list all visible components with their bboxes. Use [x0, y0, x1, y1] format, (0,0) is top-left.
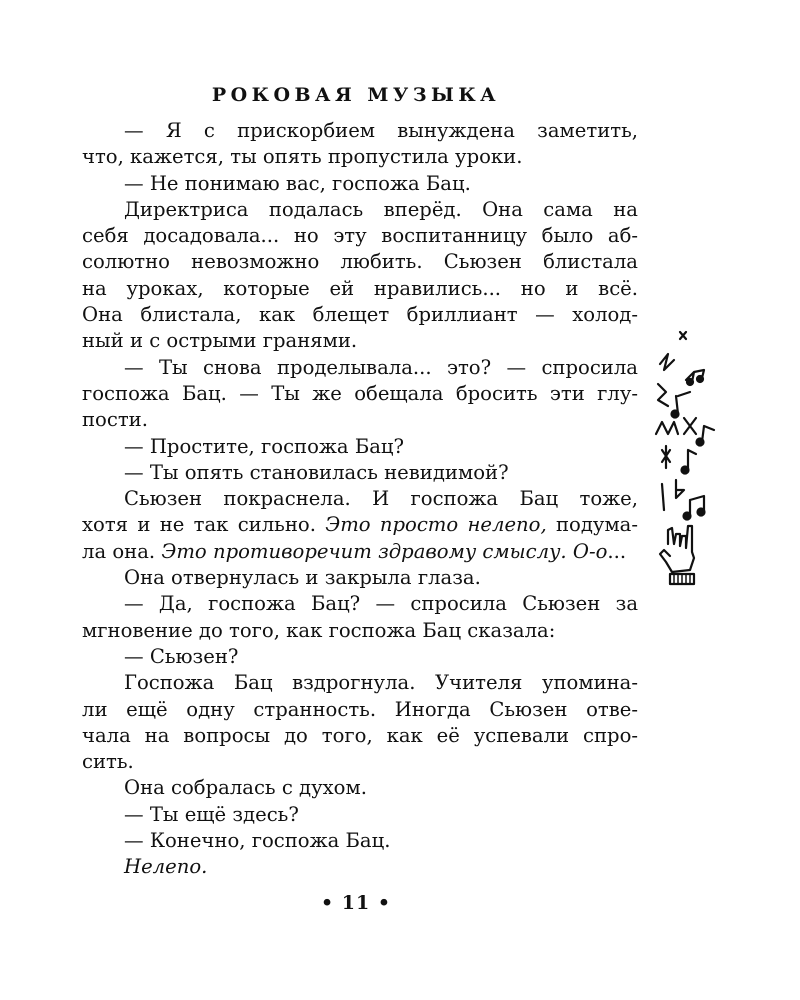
- text-line: — Не понимаю вас, госпожа Бац.: [124, 171, 471, 195]
- body-text: [82, 118, 638, 881]
- text-line: Она отвернулась и закрыла глаза.: [124, 566, 481, 590]
- rune-doodle: [662, 446, 670, 468]
- text-line: — Ты ещё здесь?: [124, 802, 299, 826]
- text-segment: ...: [607, 539, 627, 563]
- rune-doodle: [676, 480, 684, 498]
- text-segment: подума-: [546, 513, 638, 537]
- note-head: [682, 467, 689, 474]
- text-line: — Ты снова проделывала... это? — спросила: [124, 355, 638, 379]
- text-line: ли ещё одну странность. Иногда Сьюзен отве-: [82, 697, 638, 721]
- text-line: пости.: [82, 408, 148, 432]
- italic-text-segment: Это противоречит здравому смыслу. О-о: [161, 539, 608, 563]
- text-line: сить.: [82, 750, 134, 774]
- x-mark-doodle: [680, 332, 686, 339]
- text-line: Директриса подалась вперёд. Она сама на: [124, 197, 638, 221]
- text-line: ный и с острыми гранями.: [82, 329, 358, 353]
- text-line: — Да, госпожа Бац? — спросила Сьюзен за: [124, 592, 638, 616]
- text-line: Сьюзен покраснела. И госпожа Бац тоже,: [124, 487, 638, 511]
- text-line: чала на вопросы до того, как её успевали спро-: [82, 723, 638, 747]
- zigzag-doodle: [658, 384, 668, 406]
- text-line: Госпожа Бац вздрогнула. Учителя упомина-: [124, 671, 638, 695]
- text-line: что, кажется, ты опять пропустила уроки.: [82, 145, 523, 169]
- note-head: [697, 376, 703, 382]
- italic-text-segment: Это просто нелепо,: [325, 513, 547, 537]
- note-head: [687, 379, 693, 385]
- page-number: • 11 •: [321, 892, 391, 914]
- note-head: [698, 509, 705, 516]
- text-line: мгновение до того, как госпожа Бац сказала:: [82, 618, 556, 642]
- text-line: — Простите, госпожа Бац?: [124, 434, 405, 458]
- x-mark-doodle: [684, 418, 696, 434]
- music-notes-margin-doodle: [650, 322, 730, 602]
- zigzag-doodle: [656, 422, 678, 434]
- text-line: Она собралась с духом.: [124, 776, 367, 800]
- text-line: — Ты опять становилась невидимой?: [124, 460, 509, 484]
- text-line: Она блистала, как блещет бриллиант — холод-: [82, 303, 638, 327]
- text-line: — Конечно, госпожа Бац.: [124, 829, 391, 853]
- text-line: — Я с прискорбием вынуждена заметить,: [124, 119, 638, 142]
- text-segment: ла она.: [82, 539, 162, 563]
- rune-doodle: [660, 354, 674, 370]
- music-note-doodle: [688, 450, 696, 470]
- text-line: солютно невозможно любить. Сьюзен блистала: [82, 250, 638, 274]
- text-line: — Сьюзен?: [124, 644, 239, 668]
- text-line: [82, 539, 638, 565]
- text-line: себя досадовала... но эту воспитанницу было аб-: [82, 224, 638, 248]
- note-head: [672, 411, 679, 418]
- note-head: [684, 513, 691, 520]
- text-line: [82, 854, 638, 880]
- running-header: РОКОВАЯ МУЗЫКА: [211, 84, 501, 106]
- text-line: на уроках, которые ей нравились... но и всё.: [82, 276, 638, 300]
- note-head: [697, 439, 704, 446]
- text-line: госпожа Бац. — Ты же обещала бросить эти глу-: [82, 381, 638, 405]
- text-line: [82, 512, 638, 538]
- italic-text-segment: Нелепо.: [124, 855, 208, 879]
- text-segment: хотя и не так сильно.: [82, 513, 326, 537]
- line-doodle: [662, 484, 664, 510]
- rock-hand-doodle: [660, 526, 694, 572]
